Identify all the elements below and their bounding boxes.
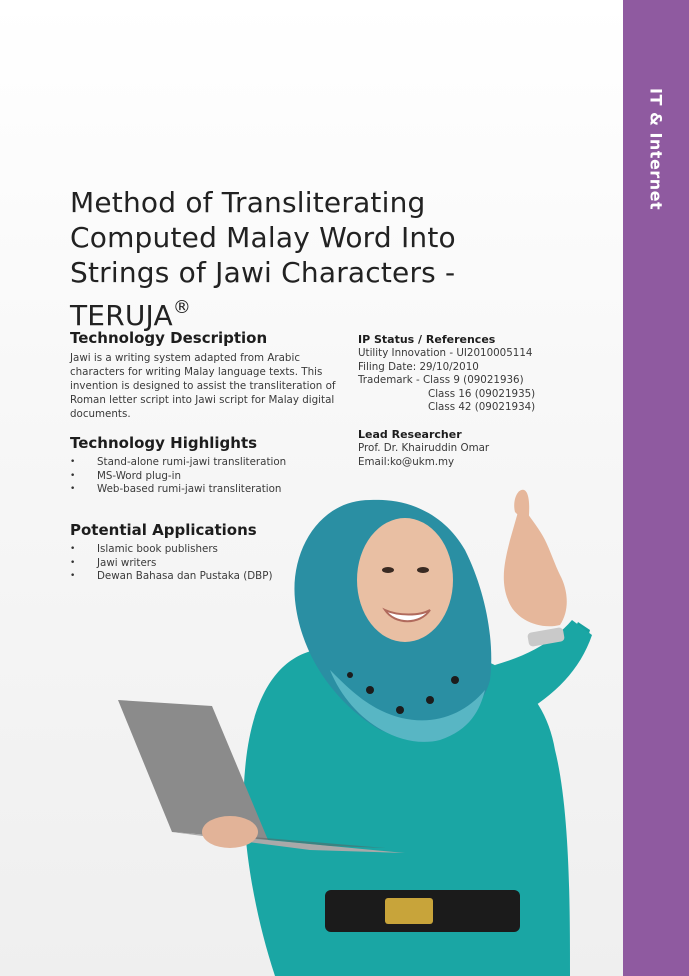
ip-status-heading: IP Status / References: [358, 333, 496, 346]
list-item: • MS-Word plug-in: [70, 470, 340, 484]
list-item: • Islamic book publishers: [70, 543, 340, 557]
trademark-class-16: Class 16 (09021935): [428, 387, 536, 400]
list-item: • Web-based rumi-jawi transliteration: [70, 483, 340, 497]
researcher-name: Prof. Dr. Khairuddin Omar: [358, 442, 490, 454]
trademark-class-9: Trademark - Class 9 (09021936): [358, 374, 524, 387]
raised-hand: [504, 510, 567, 626]
lead-researcher-heading: Lead Researcher: [358, 428, 462, 441]
ip-status-section: [358, 333, 598, 415]
woman-with-laptop-illustration: [100, 480, 620, 976]
technology-highlights-heading: Technology Highlights: [70, 434, 258, 452]
technology-description-section: [70, 329, 340, 421]
page-title-text: Method of Transliterating Computed Malay Word Into Strings of Jawi Characters - TERUJA: [70, 185, 456, 332]
potential-applications-heading: Potential Applications: [70, 521, 257, 539]
filing-date: Filing Date: 29/10/2010: [358, 360, 479, 373]
researcher-email: Email:ko@ukm.my: [358, 455, 455, 468]
list-item: • Stand-alone rumi-jawi transliteration: [70, 456, 340, 470]
trademark-class-42: Class 42 (09021934): [428, 401, 536, 414]
category-band: [623, 0, 689, 976]
list-item: • Jawi writers: [70, 557, 340, 571]
technology-description-body: Jawi is a writing system adapted from Arabic characters for writing Malay language texts. This invention is designed to assist the transliteration of Roman letter script into Jawi script for Malay digital documents.: [70, 352, 336, 420]
hijab-dot: [451, 676, 459, 684]
list-item: • Dewan Bahasa dan Pustaka (DBP): [70, 570, 340, 584]
left-eye: [382, 567, 394, 573]
hijab-dot: [347, 672, 353, 678]
category-label-text: IT & Internet: [646, 88, 666, 211]
hijab-dot: [366, 686, 374, 694]
hijab-dot: [426, 696, 434, 704]
right-eye: [417, 567, 429, 573]
hijab-dot: [396, 706, 404, 714]
registered-mark: ®: [172, 296, 192, 318]
belt-buckle: [385, 898, 433, 924]
lead-researcher-section: [358, 428, 598, 469]
page-title: [70, 185, 530, 333]
holding-hand: [202, 816, 258, 848]
technology-description-heading: Technology Description: [70, 329, 268, 347]
utility-innovation: Utility Innovation - UI2010005114: [358, 347, 533, 359]
category-label: [623, 88, 689, 218]
face: [357, 518, 453, 642]
